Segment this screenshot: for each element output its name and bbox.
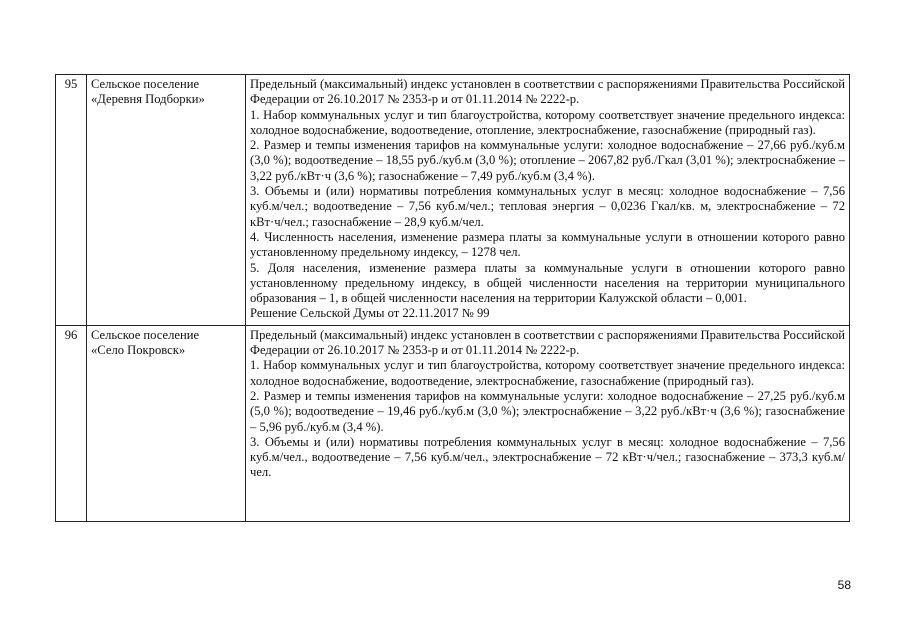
paragraph: 5. Доля населения, изменение размера платы за коммунальные услуги в отношении которого равно установленному предельному индексу, в общей численности населения на территории муниципального образования – 1, в общей численности населения на территории Калужской области – 0,001.: [250, 260, 845, 306]
settlement-name-line: Сельское поселение: [91, 327, 200, 342]
decision-reference: Решение Сельской Думы от 22.11.2017 № 99: [250, 306, 490, 321]
index-description: [246, 75, 850, 326]
row-number: 95: [56, 75, 87, 326]
table-row: [56, 75, 850, 326]
table-row: [56, 325, 850, 521]
paragraph: 3. Объемы и (или) нормативы потребления коммунальных услуг в месяц: холодное водоснабжение – 7,56 куб.м/чел.; водоотведение – 7,56 куб.м/чел.; тепловая энергия – 0,0236 Гкал/кв. м, электроснабжение – 72 кВт·ч/чел.; газоснабжение – 28,9 куб.м/чел.: [250, 184, 845, 229]
page-number: 58: [837, 578, 851, 592]
paragraph: 1. Набор коммунальных услуг и тип благоустройства, которому соответствует значение предельного индекса: холодное водоснабжение, водоотведение, электроснабжение, газоснабжение (природный газ).: [250, 358, 845, 388]
row-number: 96: [56, 325, 87, 521]
settlement-name-line: «Деревня Подборки»: [91, 92, 205, 107]
paragraph: 3. Объемы и (или) нормативы потребления коммунальных услуг в месяц: холодное водоснабжение – 7,56 куб.м/чел., водоотведение – 7,56 куб.м/чел., электроснабжение – 72 кВт·ч/чел.; газоснабжение – 373,3 куб.м/чел.: [250, 434, 845, 480]
settlements-table: [55, 74, 850, 522]
paragraph: 2. Размер и темпы изменения тарифов на коммунальные услуги: холодное водоснабжение – 27,25 руб./куб.м (5,0 %); водоотведение – 19,46 руб./куб.м (3,0 %); электроснабжение – 3,22 руб./кВт·ч (3,6 %); газоснабжение – 5,96 руб./куб.м (3,4 %).: [250, 388, 845, 434]
settlement-name-line: Сельское поселение: [91, 77, 200, 91]
paragraph: Предельный (максимальный) индекс установлен в соответствии с распоряжениями Правительства Российской Федерации от 26.10.2017 № 2353-р и от 01.11.2014 № 2222-р.: [250, 327, 845, 358]
paragraph: Предельный (максимальный) индекс установлен в соответствии с распоряжениями Правительства Российской Федерации от 26.10.2017 № 2353-р и от 01.11.2014 № 2222-р.: [250, 77, 845, 107]
settlement-name: [87, 325, 246, 521]
paragraph: 1. Набор коммунальных услуг и тип благоустройства, которому соответствует значение предельного индекса: холодное водоснабжение, водоотведение, отопление, электроснабжение, газоснабжение (природный газ).: [250, 107, 845, 137]
paragraph: 2. Размер и темпы изменения тарифов на коммунальные услуги: холодное водоснабжение – 27,66 руб./куб.м (3,0 %); водоотведение – 18,55 руб./куб.м (3,0 %); отопление – 2067,82 руб./Гкал (3,01 %); электроснабжение – 3,22 руб./кВт·ч (3,6 %); газоснабжение – 7,49 руб./куб.м (3,4 %).: [250, 138, 845, 183]
paragraph: 4. Численность населения, изменение размера платы за коммунальные услуги в отношении которого равно установленному предельному индексу, – 1278 чел.: [250, 229, 845, 260]
settlement-name: [87, 75, 246, 326]
settlement-name-line: «Село Покровск»: [91, 343, 186, 358]
index-description: [246, 325, 850, 521]
